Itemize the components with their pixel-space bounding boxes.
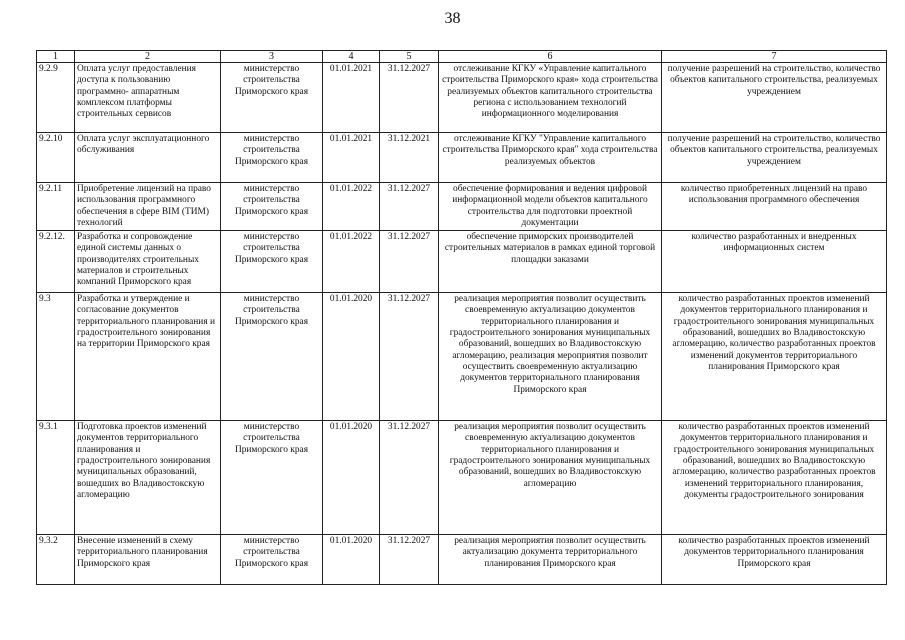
column-header: 2 xyxy=(75,51,221,63)
end-date: 31.12.2027 xyxy=(380,421,439,535)
start-date: 01.01.2022 xyxy=(323,231,380,293)
row-number: 9.3 xyxy=(37,293,75,421)
column-header: 4 xyxy=(323,51,380,63)
measure-name: Разработка и сопровождение единой системы данных о производителях строительных материалов и строительных компаний Приморского края xyxy=(75,231,221,293)
expected-result: реализация мероприятия позволит осуществить актуализацию документа территориального планирования Приморского края xyxy=(439,535,662,585)
start-date: 01.01.2020 xyxy=(323,421,380,535)
start-date: 01.01.2021 xyxy=(323,63,380,133)
indicator: получение разрешений на строительство, количество объектов капитального строительства, реализуемых учреждением xyxy=(662,133,887,183)
column-header: 7 xyxy=(662,51,887,63)
measure-name: Оплата услуг предоставления доступа к пользованию программно- аппаратным комплексом платформы строительных сервисов xyxy=(75,63,221,133)
measure-name: Оплата услуг эксплуатационного обслуживания xyxy=(75,133,221,183)
executor: министерство строительства Приморского края xyxy=(221,293,323,421)
measures-table xyxy=(36,50,887,585)
executor: министерство строительства Приморского края xyxy=(221,421,323,535)
table-row xyxy=(37,535,887,585)
start-date: 01.01.2020 xyxy=(323,293,380,421)
end-date: 31.12.2027 xyxy=(380,231,439,293)
end-date: 31.12.2021 xyxy=(380,133,439,183)
row-number: 9.3.1 xyxy=(37,421,75,535)
row-number: 9.2.9 xyxy=(37,63,75,133)
indicator: количество приобретенных лицензий на право использования программного обеспечения xyxy=(662,183,887,231)
table-row xyxy=(37,231,887,293)
measure-name: Внесение изменений в схему территориального планирования Приморского края xyxy=(75,535,221,585)
table-row xyxy=(37,293,887,421)
measure-name: Приобретение лицензий на право использования программного обеспечения в сфере BIM (ТИМ) технологий xyxy=(75,183,221,231)
table-row xyxy=(37,421,887,535)
header-row xyxy=(37,51,887,63)
indicator: количество разработанных проектов изменений документов территориального планирования и градостроительного зонирования муниципальных образований, вошедших во Владивостокскую агломерацию, количество разработанных проектов изменений документов территориального планирования Приморского края xyxy=(662,293,887,421)
measure-name: Подготовка проектов изменений документов территориального планирования и градостроительного зонирования муниципальных образований, вошедших во Владивостокскую агломерацию xyxy=(75,421,221,535)
expected-result: обеспечение приморских производителей строительных материалов в рамках единой торговой площадки заказами xyxy=(439,231,662,293)
executor: министерство строительства Приморского края xyxy=(221,133,323,183)
row-number: 9.2.11 xyxy=(37,183,75,231)
end-date: 31.12.2027 xyxy=(380,63,439,133)
row-number: 9.2.10 xyxy=(37,133,75,183)
row-number: 9.2.12. xyxy=(37,231,75,293)
end-date: 31.12.2027 xyxy=(380,535,439,585)
table-row xyxy=(37,133,887,183)
table-row xyxy=(37,63,887,133)
page-number: 38 xyxy=(444,10,461,27)
table-row xyxy=(37,183,887,231)
expected-result: реализация мероприятия позволит осуществить своевременную актуализацию документов территориального планирования и градостроительного зонирования муниципальных образований, вошедших во Владивостокскую агломерацию xyxy=(439,421,662,535)
expected-result: отслеживание КГКУ «Управление капитального строительства Приморского края» хода строительства реализуемых объектов капитального строительства региона с использованием технологий информационного моделирования xyxy=(439,63,662,133)
column-header: 6 xyxy=(439,51,662,63)
expected-result: обеспечение формирования и ведения цифровой информационной модели объектов капитального строительства для подготовки проектной документации xyxy=(439,183,662,231)
row-number: 9.3.2 xyxy=(37,535,75,585)
executor: министерство строительства Приморского края xyxy=(221,231,323,293)
column-header: 5 xyxy=(380,51,439,63)
column-header: 3 xyxy=(221,51,323,63)
end-date: 31.12.2027 xyxy=(380,183,439,231)
start-date: 01.01.2022 xyxy=(323,183,380,231)
start-date: 01.01.2021 xyxy=(323,133,380,183)
column-header: 1 xyxy=(37,51,75,63)
end-date: 31.12.2027 xyxy=(380,293,439,421)
executor: министерство строительства Приморского края xyxy=(221,63,323,133)
expected-result: отслеживание КГКУ "Управление капитального строительства Приморского края" хода строительства реализуемых объектов xyxy=(439,133,662,183)
indicator: количество разработанных проектов изменений документов территориального планирования и градостроительного зонирования муниципальных образований, вошедших во Владивостокскую агломерацию, количество разработанных проектов изменений территориального планирования, документы градостроительного зонирования xyxy=(662,421,887,535)
expected-result: реализация мероприятия позволит осуществить своевременную актуализацию документов территориального планирования и градостроительного зонирования муниципальных образований, вошедших во Владивостокскую агломерацию, реализация мероприятия позволит осуществить своевременную актуализацию документов территориального планирования Приморского края xyxy=(439,293,662,421)
indicator: получение разрешений на строительство, количество объектов капитального строительства, реализуемых учреждением xyxy=(662,63,887,133)
measure-name: Разработка и утверждение и согласование документов территориального планирования и градостроительного зонирования на территории Приморского края xyxy=(75,293,221,421)
indicator: количество разработанных проектов изменений документов территориального планирования Приморского края xyxy=(662,535,887,585)
executor: министерство строительства Приморского края xyxy=(221,183,323,231)
executor: министерство строительства Приморского края xyxy=(221,535,323,585)
start-date: 01.01.2020 xyxy=(323,535,380,585)
indicator: количество разработанных и внедренных информационных систем xyxy=(662,231,887,293)
